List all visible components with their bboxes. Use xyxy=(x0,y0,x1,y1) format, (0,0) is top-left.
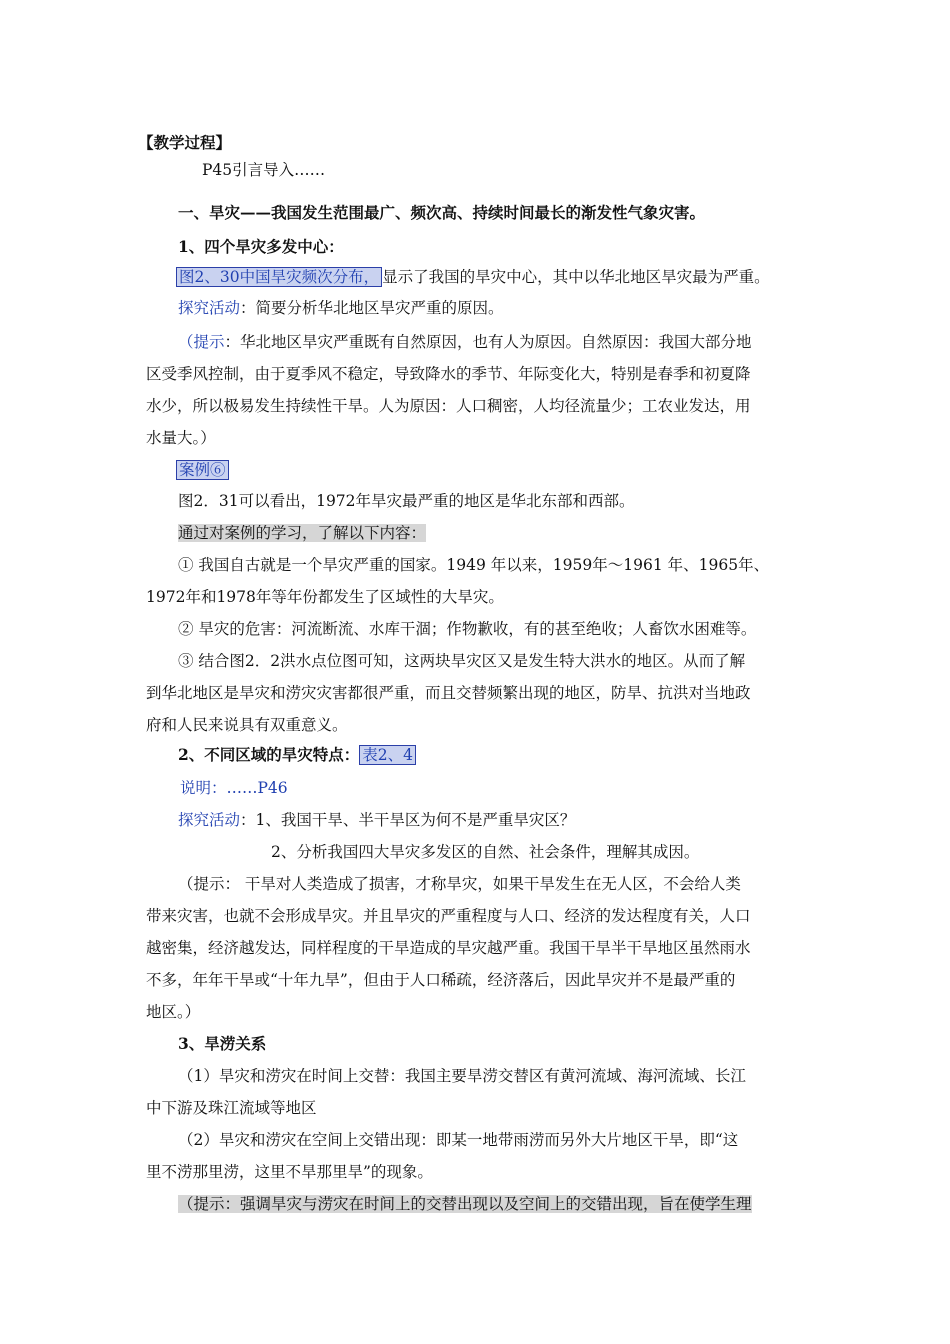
relation-1-line-2: 中下游及珠江流域等地区 xyxy=(146,1099,317,1117)
figure-2-30-link[interactable]: 图2、30中国旱灾频次分布， xyxy=(176,267,382,287)
figure-description: 显示了我国的旱灾中心，其中以华北地区旱灾最为严重。 xyxy=(382,268,770,286)
explore-activity-2: 探究活动：1、我国干旱、半干旱区为何不是严重旱灾区？ xyxy=(178,811,576,829)
hint-label: （提示 xyxy=(178,333,225,351)
point-2: ② 旱灾的危害：河流断流、水库干涸；作物歉收，有的甚至绝收；人畜饮水困难等。 xyxy=(178,620,757,638)
section-heading: 【教学过程】 xyxy=(138,133,232,152)
hint-2-line-5: 地区。） xyxy=(146,1003,201,1021)
hint-1-line-1: （提示：华北地区旱灾严重既有自然原因，也有人为原因。自然原因：我国大部分地 xyxy=(178,333,752,351)
explore-label: 探究活动 xyxy=(178,299,241,317)
figure-paragraph xyxy=(176,267,770,287)
point-1-line-1: ① 我国自古就是一个旱灾严重的国家。1949 年以来，1959年～1961 年、1965年、 xyxy=(178,556,770,574)
case-intro: 通过对案例的学习，了解以下内容： xyxy=(178,524,427,542)
point-3-line-2: 到华北地区是旱灾和涝灾灾害都很严重，而且交替频繁出现的地区，防旱、抗洪对当地政 xyxy=(146,684,751,702)
intro-line: P45引言导入…… xyxy=(202,161,326,179)
relation-1-line-1: （1）旱灾和涝灾在时间上交替：我国主要旱涝交替区有黄河流域、海河流域、长江 xyxy=(178,1067,746,1085)
subsection-3-title: 3、旱涝关系 xyxy=(178,1034,267,1053)
explore-2-question-2: 2、分析我国四大旱灾多发区的自然、社会条件，理解其成因。 xyxy=(271,843,700,861)
hint-2-line-3: 越密集，经济越发达，同样程度的干旱造成的旱灾越严重。我国干旱半干旱地区虽然雨水 xyxy=(146,939,751,957)
relation-2-line-1: （2）旱灾和涝灾在空间上交错出现：即某一地带雨涝而另外大片地区干旱，即“这 xyxy=(178,1131,739,1149)
case-paragraph xyxy=(176,460,229,480)
table-2-4-link[interactable]: 表2、4 xyxy=(359,745,416,765)
section-title: 一、旱灾——我国发生范围最广、频次高、持续时间最长的渐发性气象灾害。 xyxy=(178,203,706,222)
relation-2-line-2: 里不涝那里涝，这里不旱那里旱”的现象。 xyxy=(146,1163,433,1181)
explore-text: ：简要分析华北地区旱灾严重的原因。 xyxy=(240,299,504,317)
hint-1-line-3: 水少，所以极易发生持续性干旱。人为原因：人口稠密，人均径流量少；工农业发达，用 xyxy=(146,397,751,415)
hint-2-line-1: （提示： 干旱对人类造成了损害，才称旱灾，如果干旱发生在无人区，不会给人类 xyxy=(178,875,741,893)
point-3-line-1: ③ 结合图2．2洪水点位图可知，这两块旱灾区又是发生特大洪水的地区。从而了解 xyxy=(178,652,746,670)
hint-2-line-2: 带来灾害，也就不会形成旱灾。并且旱灾的严重程度与人口、经济的发达程度有关，人口 xyxy=(146,907,751,925)
case-6-link[interactable]: 案例⑥ xyxy=(176,460,229,480)
hint-2-line-4: 不多，年年干旱或“十年九旱”，但由于人口稀疏，经济落后，因此旱灾并不是最严重的 xyxy=(146,971,736,989)
note-line: 说明：……P46 xyxy=(180,779,288,797)
hint-1-line-4: 水量大。） xyxy=(146,429,216,447)
explore-2-label: 探究活动 xyxy=(178,811,241,829)
hint-1-line-2: 区受季风控制，由于夏季风不稳定，导致降水的季节、年际变化大，特别是春季和初夏降 xyxy=(146,365,751,383)
figure-2-31-text: 图2．31可以看出，1972年旱灾最严重的地区是华北东部和西部。 xyxy=(178,492,635,510)
point-1-line-2: 1972年和1978年等年份都发生了区域性的大旱灾。 xyxy=(146,588,504,606)
subsection-2-title: 2、不同区域的旱灾特点： 表2、4 xyxy=(178,745,416,765)
hint-3: （提示：强调旱灾与涝灾在时间上的交替出现以及空间上的交错出现，旨在使学生理 xyxy=(178,1195,752,1213)
explore-activity-1 xyxy=(178,298,504,318)
point-3-line-3: 府和人民来说具有双重意义。 xyxy=(146,716,348,734)
subsection-1-title: 1、四个旱灾多发中心： xyxy=(178,237,344,256)
